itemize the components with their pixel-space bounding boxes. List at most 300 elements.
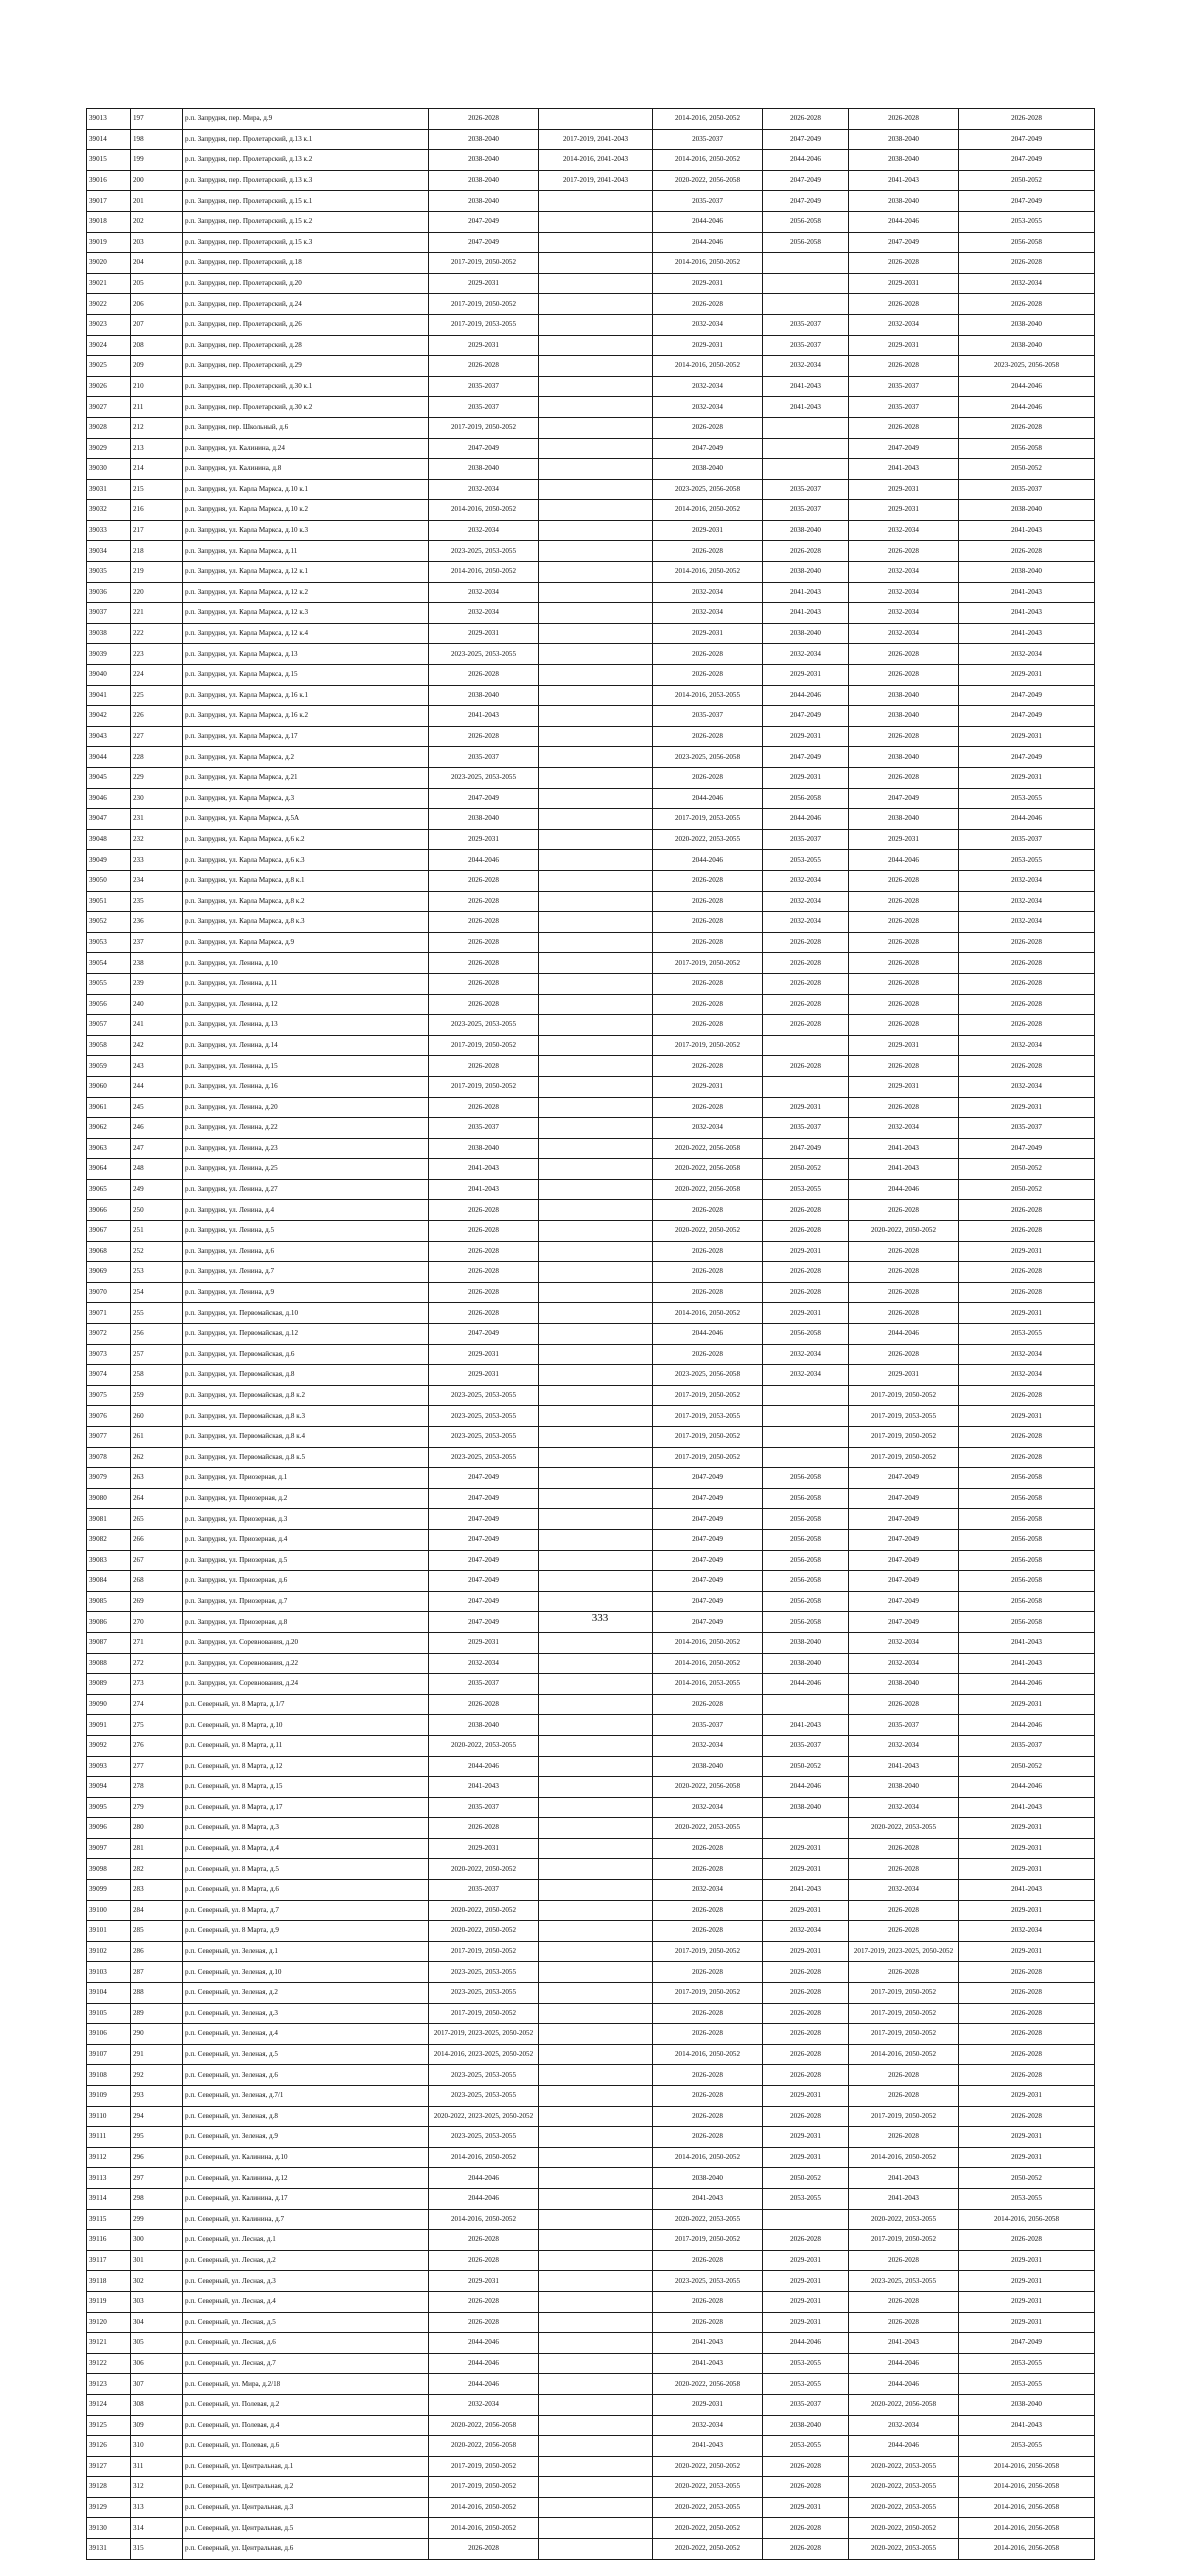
period-col-1-cell: 2023-2025, 2053-2055 [429,1447,539,1468]
period-col-6-cell: 2029-2031 [959,1818,1095,1839]
period-col-2-cell [539,500,653,521]
period-col-3-cell: 2032-2034 [653,2415,763,2436]
record-id-cell: 39102 [87,1941,131,1962]
address-cell: р.п. Запрудня, ул. Калинина, д.24 [183,438,429,459]
row-number-cell: 239 [131,973,183,994]
record-id-cell: 39111 [87,2127,131,2148]
record-id-cell: 39115 [87,2209,131,2230]
period-col-2-cell [539,1138,653,1159]
period-col-6-cell: 2041-2043 [959,603,1095,624]
period-col-5-cell: 2026-2028 [849,1241,959,1262]
period-col-3-cell: 2044-2046 [653,850,763,871]
period-col-1-cell: 2020-2022, 2050-2052 [429,1859,539,1880]
table-row [87,129,1095,150]
period-col-6-cell: 2050-2052 [959,2168,1095,2189]
period-col-3-cell: 2029-2031 [653,623,763,644]
period-col-6-cell: 2044-2046 [959,397,1095,418]
period-col-3-cell: 2026-2028 [653,1282,763,1303]
period-col-3-cell: 2029-2031 [653,520,763,541]
row-number-cell: 219 [131,562,183,583]
table-row [87,1550,1095,1571]
period-col-1-cell: 2047-2049 [429,1612,539,1633]
period-col-2-cell [539,356,653,377]
row-number-cell: 243 [131,1056,183,1077]
period-col-4-cell: 2026-2028 [763,2518,849,2539]
period-col-2-cell [539,294,653,315]
period-col-5-cell: 2032-2034 [849,1735,959,1756]
period-col-2-cell [539,2106,653,2127]
period-col-6-cell: 2032-2034 [959,273,1095,294]
period-col-6-cell: 2038-2040 [959,500,1095,521]
period-col-3-cell: 2047-2049 [653,1468,763,1489]
period-col-4-cell: 2026-2028 [763,1282,849,1303]
period-col-5-cell: 2035-2037 [849,1715,959,1736]
period-col-6-cell: 2026-2028 [959,2230,1095,2251]
row-number-cell: 297 [131,2168,183,2189]
period-col-5-cell: 2035-2037 [849,376,959,397]
period-col-3-cell: 2023-2025, 2056-2058 [653,1365,763,1386]
period-col-4-cell: 2026-2028 [763,932,849,953]
address-cell: р.п. Запрудня, ул. Ленина, д.7 [183,1262,429,1283]
period-col-6-cell: 2029-2031 [959,2147,1095,2168]
period-col-1-cell: 2026-2028 [429,891,539,912]
row-number-cell: 248 [131,1159,183,1180]
period-col-5-cell: 2026-2028 [849,1921,959,1942]
record-id-cell: 39027 [87,397,131,418]
record-id-cell: 39016 [87,170,131,191]
period-col-5-cell: 2047-2049 [849,438,959,459]
period-col-1-cell: 2044-2046 [429,2188,539,2209]
period-col-4-cell: 2032-2034 [763,1365,849,1386]
table-row [87,438,1095,459]
period-col-2-cell [539,417,653,438]
period-col-1-cell: 2041-2043 [429,1777,539,1798]
period-col-1-cell: 2038-2040 [429,150,539,171]
period-col-2-cell [539,788,653,809]
period-col-2-cell [539,2415,653,2436]
period-col-6-cell: 2056-2058 [959,1612,1095,1633]
row-number-cell: 241 [131,1015,183,1036]
period-col-5-cell: 2032-2034 [849,623,959,644]
period-col-4-cell: 2050-2052 [763,1756,849,1777]
row-number-cell: 206 [131,294,183,315]
period-col-3-cell: 2026-2028 [653,1262,763,1283]
period-col-6-cell: 2044-2046 [959,1674,1095,1695]
table-row [87,1838,1095,1859]
row-number-cell: 237 [131,932,183,953]
period-col-2-cell [539,273,653,294]
period-col-2-cell [539,1674,653,1695]
period-col-3-cell: 2047-2049 [653,1591,763,1612]
period-col-2-cell [539,1941,653,1962]
row-number-cell: 246 [131,1118,183,1139]
record-id-cell: 39044 [87,747,131,768]
row-number-cell: 285 [131,1921,183,1942]
period-col-1-cell: 2044-2046 [429,1756,539,1777]
record-id-cell: 39098 [87,1859,131,1880]
row-number-cell: 255 [131,1303,183,1324]
period-col-1-cell: 2017-2019, 2050-2052 [429,2477,539,2498]
period-col-5-cell: 2029-2031 [849,1035,959,1056]
period-col-3-cell: 2026-2028 [653,2065,763,2086]
row-number-cell: 295 [131,2127,183,2148]
table-row [87,1385,1095,1406]
table-row [87,726,1095,747]
table-row [87,1941,1095,1962]
period-col-1-cell: 2026-2028 [429,2539,539,2560]
period-col-6-cell: 2026-2028 [959,1221,1095,1242]
period-col-1-cell: 2038-2040 [429,170,539,191]
period-col-2-cell [539,1921,653,1942]
row-number-cell: 309 [131,2415,183,2436]
table-row [87,1715,1095,1736]
table-row [87,809,1095,830]
record-id-cell: 39087 [87,1632,131,1653]
period-col-4-cell: 2026-2028 [763,2003,849,2024]
address-cell: р.п. Северный, ул. 8 Марта, д.4 [183,1838,429,1859]
address-cell: р.п. Запрудня, ул. Карла Маркса, д.12 к.2 [183,582,429,603]
table-row [87,1591,1095,1612]
record-id-cell: 39051 [87,891,131,912]
period-col-2-cell [539,2147,653,2168]
record-id-cell: 39062 [87,1118,131,1139]
period-col-1-cell: 2023-2025, 2053-2055 [429,541,539,562]
period-col-6-cell: 2026-2028 [959,932,1095,953]
period-col-6-cell: 2029-2031 [959,2250,1095,2271]
record-id-cell: 39014 [87,129,131,150]
period-col-6-cell: 2056-2058 [959,232,1095,253]
address-cell: р.п. Запрудня, пер. Пролетарский, д.15 к.1 [183,191,429,212]
table-row [87,356,1095,377]
table-row [87,2436,1095,2457]
address-cell: р.п. Запрудня, ул. Карла Маркса, д.8 к.1 [183,870,429,891]
period-col-3-cell: 2047-2049 [653,1571,763,1592]
period-col-2-cell [539,891,653,912]
period-col-2-cell [539,747,653,768]
record-id-cell: 39106 [87,2024,131,2045]
period-col-6-cell: 2047-2049 [959,747,1095,768]
period-col-6-cell: 2032-2034 [959,891,1095,912]
period-col-6-cell: 2041-2043 [959,1632,1095,1653]
period-col-1-cell: 2026-2028 [429,1818,539,1839]
period-col-4-cell [763,459,849,480]
period-col-6-cell: 2026-2028 [959,1962,1095,1983]
period-col-1-cell: 2026-2028 [429,1221,539,1242]
period-col-2-cell [539,2127,653,2148]
period-col-6-cell: 2029-2031 [959,665,1095,686]
period-col-3-cell: 2020-2022, 2053-2055 [653,2497,763,2518]
record-id-cell: 39040 [87,665,131,686]
period-col-6-cell: 2056-2058 [959,1468,1095,1489]
period-col-4-cell: 2029-2031 [763,2127,849,2148]
period-col-1-cell: 2047-2049 [429,1468,539,1489]
table-row [87,1880,1095,1901]
row-number-cell: 247 [131,1138,183,1159]
record-id-cell: 39083 [87,1550,131,1571]
period-col-4-cell: 2026-2028 [763,994,849,1015]
record-id-cell: 39056 [87,994,131,1015]
period-col-4-cell: 2053-2055 [763,2188,849,2209]
record-id-cell: 39017 [87,191,131,212]
period-col-3-cell: 2026-2028 [653,912,763,933]
period-col-2-cell [539,1447,653,1468]
period-col-1-cell: 2035-2037 [429,397,539,418]
record-id-cell: 39122 [87,2353,131,2374]
period-col-3-cell: 2014-2016, 2050-2052 [653,1303,763,1324]
period-col-6-cell: 2014-2016, 2056-2058 [959,2539,1095,2560]
period-col-6-cell: 2029-2031 [959,1941,1095,1962]
period-col-1-cell: 2026-2028 [429,1200,539,1221]
period-col-1-cell: 2026-2028 [429,932,539,953]
period-col-3-cell: 2026-2028 [653,973,763,994]
period-col-4-cell: 2047-2049 [763,170,849,191]
period-col-3-cell: 2032-2034 [653,603,763,624]
record-id-cell: 39075 [87,1385,131,1406]
record-id-cell: 39085 [87,1591,131,1612]
table-row [87,459,1095,480]
table-row [87,603,1095,624]
period-col-2-cell [539,644,653,665]
table-row [87,2188,1095,2209]
row-number-cell: 260 [131,1406,183,1427]
period-col-1-cell: 2032-2034 [429,1653,539,1674]
period-col-4-cell: 2038-2040 [763,1797,849,1818]
address-cell: р.п. Запрудня, ул. Первомайская, д.8 к.2 [183,1385,429,1406]
row-number-cell: 202 [131,211,183,232]
period-col-4-cell: 2047-2049 [763,1138,849,1159]
period-col-4-cell: 2038-2040 [763,1632,849,1653]
table-row [87,2477,1095,2498]
address-cell: р.п. Северный, ул. Лесная, д.3 [183,2271,429,2292]
period-col-4-cell [763,1427,849,1448]
row-number-cell: 256 [131,1324,183,1345]
register-table [86,108,1095,2560]
row-number-cell: 276 [131,1735,183,1756]
record-id-cell: 39086 [87,1612,131,1633]
period-col-4-cell [763,417,849,438]
period-col-2-cell [539,1880,653,1901]
period-col-1-cell: 2038-2040 [429,685,539,706]
period-col-3-cell: 2044-2046 [653,232,763,253]
period-col-1-cell: 2026-2028 [429,2250,539,2271]
address-cell: р.п. Северный, ул. Зеленая, д.5 [183,2044,429,2065]
period-col-5-cell: 2020-2022, 2050-2052 [849,1221,959,1242]
address-cell: р.п. Запрудня, ул. Карла Маркса, д.15 [183,665,429,686]
period-col-1-cell: 2017-2019, 2050-2052 [429,294,539,315]
period-col-5-cell: 2038-2040 [849,191,959,212]
record-id-cell: 39046 [87,788,131,809]
period-col-4-cell: 2038-2040 [763,562,849,583]
table-row [87,1818,1095,1839]
address-cell: р.п. Северный, ул. Полевая, д.2 [183,2394,429,2415]
period-col-6-cell: 2032-2034 [959,1035,1095,1056]
period-col-5-cell: 2026-2028 [849,912,959,933]
period-col-4-cell: 2056-2058 [763,232,849,253]
period-col-5-cell: 2032-2034 [849,1632,959,1653]
period-col-4-cell: 2026-2028 [763,973,849,994]
record-id-cell: 39121 [87,2333,131,2354]
address-cell: р.п. Северный, ул. Калинина, д.12 [183,2168,429,2189]
row-number-cell: 259 [131,1385,183,1406]
period-col-5-cell: 2017-2019, 2050-2052 [849,2003,959,2024]
record-id-cell: 39023 [87,314,131,335]
row-number-cell: 278 [131,1777,183,1798]
address-cell: р.п. Запрудня, ул. Ленина, д.13 [183,1015,429,1036]
period-col-5-cell: 2029-2031 [849,1076,959,1097]
record-id-cell: 39019 [87,232,131,253]
row-number-cell: 215 [131,479,183,500]
table-row [87,644,1095,665]
record-id-cell: 39063 [87,1138,131,1159]
record-id-cell: 39112 [87,2147,131,2168]
table-row [87,665,1095,686]
period-col-4-cell: 2035-2037 [763,314,849,335]
period-col-4-cell [763,2209,849,2230]
period-col-3-cell: 2014-2016, 2053-2055 [653,685,763,706]
period-col-4-cell: 2056-2058 [763,1488,849,1509]
period-col-4-cell: 2026-2028 [763,2024,849,2045]
period-col-3-cell: 2044-2046 [653,788,763,809]
period-col-6-cell: 2047-2049 [959,685,1095,706]
address-cell: р.п. Северный, ул. Лесная, д.4 [183,2291,429,2312]
address-cell: р.п. Запрудня, пер. Пролетарский, д.13 к.1 [183,129,429,150]
period-col-6-cell: 2029-2031 [959,2312,1095,2333]
period-col-6-cell: 2050-2052 [959,170,1095,191]
period-col-2-cell [539,1818,653,1839]
row-number-cell: 232 [131,829,183,850]
period-col-1-cell: 2035-2037 [429,1674,539,1695]
period-col-2-cell [539,2456,653,2477]
period-col-4-cell: 2032-2034 [763,1344,849,1365]
period-col-1-cell: 2029-2031 [429,273,539,294]
row-number-cell: 314 [131,2518,183,2539]
address-cell: р.п. Запрудня, ул. Карла Маркса, д.6 к.2 [183,829,429,850]
record-id-cell: 39095 [87,1797,131,1818]
period-col-3-cell: 2026-2028 [653,2127,763,2148]
address-cell: р.п. Северный, ул. Зеленая, д.10 [183,1962,429,1983]
row-number-cell: 197 [131,109,183,130]
period-col-3-cell: 2032-2034 [653,376,763,397]
period-col-5-cell: 2038-2040 [849,747,959,768]
address-cell: р.п. Запрудня, ул. Приозерная, д.6 [183,1571,429,1592]
period-col-5-cell: 2041-2043 [849,2333,959,2354]
table-row [87,1097,1095,1118]
period-col-3-cell: 2032-2034 [653,314,763,335]
period-col-3-cell: 2032-2034 [653,1880,763,1901]
period-col-6-cell: 2041-2043 [959,1653,1095,1674]
period-col-4-cell: 2056-2058 [763,1550,849,1571]
address-cell: р.п. Запрудня, ул. Первомайская, д.6 [183,1344,429,1365]
period-col-6-cell: 2056-2058 [959,438,1095,459]
period-col-2-cell [539,191,653,212]
address-cell: р.п. Запрудня, ул. Соревнования, д.24 [183,1674,429,1695]
period-col-2-cell [539,1632,653,1653]
period-col-6-cell: 2053-2055 [959,2353,1095,2374]
period-col-2-cell [539,2497,653,2518]
address-cell: р.п. Запрудня, ул. Ленина, д.22 [183,1118,429,1139]
period-col-6-cell: 2026-2028 [959,1015,1095,1036]
period-col-1-cell: 2017-2019, 2023-2025, 2050-2052 [429,2024,539,2045]
period-col-6-cell: 2029-2031 [959,1838,1095,1859]
address-cell: р.п. Запрудня, ул. Карла Маркса, д.12 к.4 [183,623,429,644]
record-id-cell: 39028 [87,417,131,438]
record-id-cell: 39055 [87,973,131,994]
record-id-cell: 39036 [87,582,131,603]
row-number-cell: 265 [131,1509,183,1530]
table-row [87,562,1095,583]
period-col-1-cell: 2023-2025, 2053-2055 [429,1983,539,2004]
period-col-2-cell [539,809,653,830]
period-col-1-cell: 2038-2040 [429,129,539,150]
period-col-5-cell: 2017-2019, 2050-2052 [849,1427,959,1448]
period-col-5-cell: 2038-2040 [849,150,959,171]
period-col-4-cell: 2038-2040 [763,2415,849,2436]
record-id-cell: 39103 [87,1962,131,1983]
row-number-cell: 212 [131,417,183,438]
period-col-6-cell: 2035-2037 [959,479,1095,500]
record-id-cell: 39084 [87,1571,131,1592]
table-row [87,932,1095,953]
period-col-4-cell: 2035-2037 [763,2394,849,2415]
period-col-2-cell [539,1303,653,1324]
period-col-4-cell: 2044-2046 [763,150,849,171]
period-col-3-cell: 2017-2019, 2053-2055 [653,1406,763,1427]
period-col-3-cell: 2026-2028 [653,1200,763,1221]
period-col-1-cell: 2014-2016, 2050-2052 [429,2518,539,2539]
row-number-cell: 230 [131,788,183,809]
period-col-6-cell: 2035-2037 [959,829,1095,850]
address-cell: р.п. Запрудня, ул. Карла Маркса, д.10 к.2 [183,500,429,521]
period-col-3-cell: 2020-2022, 2050-2052 [653,2456,763,2477]
period-col-4-cell: 2044-2046 [763,1674,849,1695]
period-col-1-cell: 2032-2034 [429,603,539,624]
period-col-3-cell: 2017-2019, 2053-2055 [653,809,763,830]
address-cell: р.п. Запрудня, ул. Ленина, д.15 [183,1056,429,1077]
period-col-3-cell: 2026-2028 [653,665,763,686]
period-col-5-cell: 2029-2031 [849,273,959,294]
period-col-5-cell: 2020-2022, 2053-2055 [849,1818,959,1839]
period-col-6-cell: 2032-2034 [959,870,1095,891]
period-col-2-cell [539,520,653,541]
row-number-cell: 288 [131,1983,183,2004]
table-row [87,541,1095,562]
period-col-4-cell: 2053-2055 [763,2436,849,2457]
period-col-6-cell: 2014-2016, 2056-2058 [959,2456,1095,2477]
period-col-3-cell: 2026-2028 [653,1344,763,1365]
period-col-5-cell: 2038-2040 [849,685,959,706]
period-col-3-cell: 2038-2040 [653,1756,763,1777]
period-col-3-cell: 2020-2022, 2056-2058 [653,1138,763,1159]
period-col-1-cell: 2014-2016, 2050-2052 [429,2209,539,2230]
table-row [87,2250,1095,2271]
period-col-5-cell: 2032-2034 [849,1880,959,1901]
row-number-cell: 257 [131,1344,183,1365]
period-col-5-cell: 2026-2028 [849,994,959,1015]
period-col-3-cell: 2044-2046 [653,211,763,232]
record-id-cell: 39077 [87,1427,131,1448]
table-row [87,1756,1095,1777]
period-col-5-cell: 2047-2049 [849,1488,959,1509]
table-row [87,1674,1095,1695]
period-col-2-cell [539,2003,653,2024]
period-col-2-cell [539,953,653,974]
period-col-6-cell: 2050-2052 [959,1179,1095,1200]
period-col-4-cell: 2026-2028 [763,1962,849,1983]
address-cell: р.п. Северный, ул. Лесная, д.6 [183,2333,429,2354]
table-row [87,1777,1095,1798]
period-col-3-cell: 2017-2019, 2050-2052 [653,1385,763,1406]
period-col-3-cell: 2035-2037 [653,191,763,212]
